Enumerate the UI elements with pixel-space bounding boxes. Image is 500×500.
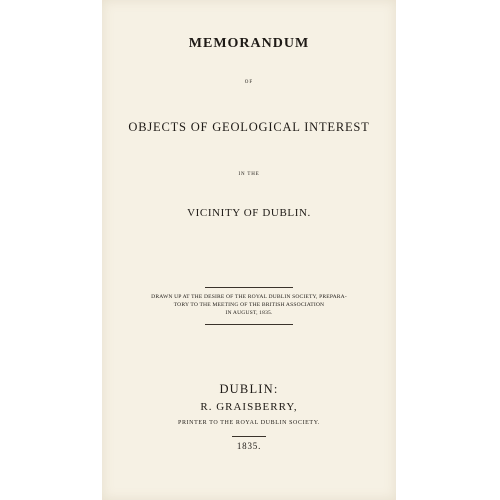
imprint-printer: R. GRAISBERRY, [200, 401, 298, 413]
in-the-connector: IN THE [238, 172, 260, 177]
book-location: VICINITY OF DUBLIN. [187, 207, 311, 219]
divider-rule-top [205, 287, 293, 288]
imprint-printer-role: PRINTER TO THE ROYAL DUBLIN SOCIETY. [178, 420, 320, 426]
imprint-year: 1835. [236, 441, 262, 451]
divider-rule-bottom [232, 436, 266, 437]
title-page [102, 0, 396, 500]
book-title: MEMORANDUM [188, 36, 310, 51]
note-line: TORY TO THE MEETING OF THE BRITISH ASSOCIATION [173, 302, 325, 309]
divider-rule-middle [205, 324, 293, 325]
imprint-city: DUBLIN: [219, 382, 279, 396]
book-subject: OBJECTS OF GEOLOGICAL INTEREST [128, 120, 370, 134]
of-connector: OF [244, 80, 254, 85]
note-line: IN AUGUST, 1835. [225, 310, 273, 317]
preparation-note [112, 293, 386, 318]
note-line: DRAWN UP AT THE DESIRE OF THE ROYAL DUBLIN SOCIETY, PREPARA- [151, 294, 347, 300]
